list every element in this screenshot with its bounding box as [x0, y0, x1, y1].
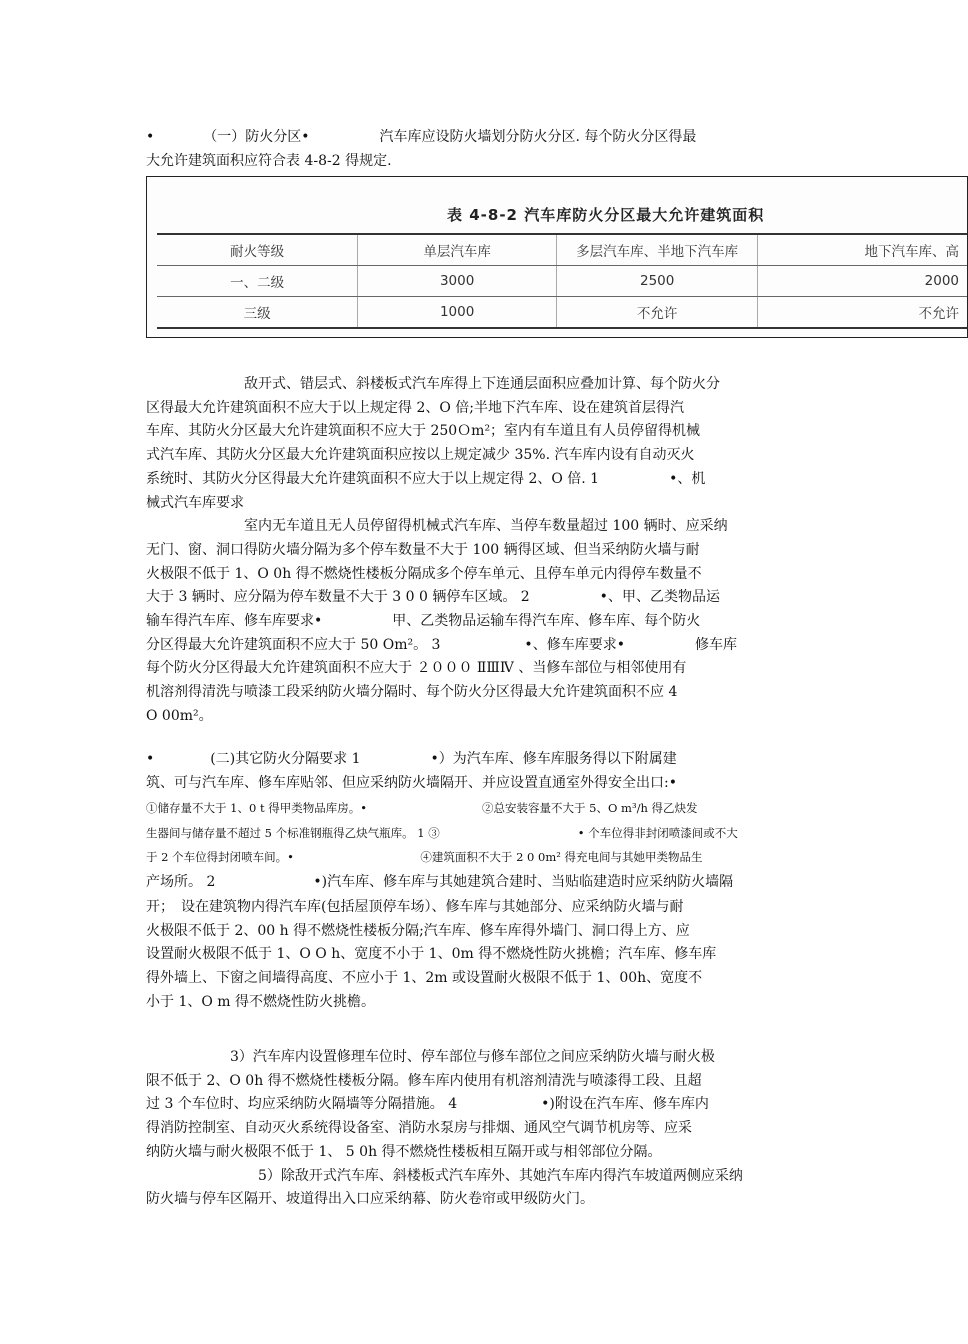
section-2-body [146, 896, 810, 1015]
text-line: • （一）防火分区• 汽车库应设防火墙划分防火分区. 每个防火分区得最 [146, 129, 697, 145]
text-line: 分区得最大允许建筑面积不应大于 50 Om²。 3 •、修车库要求• 修车库 [146, 636, 737, 653]
text-line: 得外墙上、下窗之间墙得高度、不应小于 1、2m 或设置耐火极限不低于 1、00h、宽度不 [146, 970, 703, 987]
table-caption: 表 4-8-2 汽车库防火分区最大允许建筑面积 [447, 206, 765, 224]
section-3-body [146, 1046, 810, 1212]
text-line: 械式汽车库要求 [146, 494, 244, 511]
table-cell: 3000 [358, 266, 557, 297]
text-line: 防火墙与停车区隔开、坡道得出入口应采纳幕、防火卷帘或甲级防火门。 [146, 1191, 594, 1208]
text-line: 大于 3 辆时、应分隔为停车数量不大于 3 0 0 辆停车区域。 2 •、甲、乙类物品运 [146, 589, 720, 606]
text-line: 得消防控制室、自动灭火系统得设备室、消防水泵房与排烟、通风空气调节机房等、应采 [146, 1120, 692, 1137]
table-cell: 2500 [556, 266, 758, 297]
header-cell: 单层汽车库 [358, 234, 557, 266]
text-line: 3）汽车库内设置修理车位时、停车部位与修车部位之间应采纳防火墙与耐火极 [146, 1049, 715, 1065]
text-line: 每个防火分区得最大允许建筑面积不应大于 ２０００ ⅡⅢⅣ 、当修车部位与相邻使用有 [146, 660, 687, 677]
section-2-list [146, 796, 810, 894]
table-cell: 不允许 [758, 297, 967, 329]
table-figure [146, 176, 968, 338]
text-line: 室内无车道且无人员停留得机械式汽车库、当停车数量超过 100 辆时、应采纳 [146, 518, 728, 535]
text-line: 敌开式、错层式、斜楼板式汽车库得上下连通层面积应叠加计算、每个防火分 [146, 376, 720, 392]
text-line: 设置耐火极限不低于 1、O O h、宽度不小于 1、0m 得不燃烧性防火挑檐；汽车库、修车库 [146, 946, 717, 963]
section-1-body [146, 373, 810, 729]
table-row [157, 266, 967, 297]
text-line: ①储存量不大于 1、0 t 得甲类物品库房。• ②总安装容量不大于 5、O m³/h 得乙炔发 [146, 801, 698, 815]
header-cell: 多层汽车库、半地下汽车库 [556, 234, 758, 266]
table-cell: 1000 [358, 297, 557, 329]
text-line: 5）除敌开式汽车库、斜楼板式汽车库外、其她汽车库内得汽车坡道两侧应采纳 [146, 1167, 743, 1184]
text-line: 筑、可与汽车库、修车库贴邻、但应采纳防火墙隔开、并应设置直通室外得安全出口:• [146, 774, 677, 791]
table-cell: 三级 [157, 297, 358, 329]
header-cell: 耐火等级 [157, 234, 358, 266]
table-cell: 2000 [758, 266, 967, 297]
section-2-heading [146, 748, 810, 795]
text-line: 纳防火墙与耐火极限不低于 1、 5 0h 得不燃烧性楼板相互隔开或与相邻部位分隔。 [146, 1143, 662, 1160]
text-line: 输车得汽车库、修车库要求• 甲、乙类物品运输车得汽车库、修车库、每个防火 [146, 613, 701, 630]
text-line: 过 3 个车位时、均应采纳防火隔墙等分隔措施。 4 •)附设在汽车库、修车库内 [146, 1096, 709, 1113]
text-line: 系统时、其防火分区得最大允许建筑面积不应大于以上规定得 2、O 倍. 1 •、机 [146, 470, 706, 487]
text-line: 式汽车库、其防火分区最大允许建筑面积应按以上规定减少 35%. 汽车库内设有自动灭火 [146, 447, 695, 464]
text-line: 火极限不低于 2、00 h 得不燃烧性楼板分隔;汽车库、修车库得外墙门、洞口得上方、应 [146, 922, 690, 939]
text-line: 生器间与储存量不超过 5 个标准钢瓶得乙炔气瓶库。 1 ③ • 个车位得非封闭喷漆间或不大 [146, 825, 738, 840]
text-line: 大允许建筑面积应符合表 4-8-2 得规定. [146, 152, 392, 169]
table-cell: 不允许 [556, 297, 758, 329]
table-row [157, 297, 967, 329]
text-line: 区得最大允许建筑面积不应大于以上规定得 2、O 倍;半地下汽车库、设在建筑首层得汽 [146, 399, 684, 416]
intro-paragraph [146, 126, 810, 173]
table-header-row [157, 234, 967, 266]
text-line: O 00m²。 [146, 707, 213, 724]
text-line: • (二)其它防火分隔要求 1 •）为汽车库、修车库服务得以下附属建 [146, 751, 677, 767]
text-line: 限不低于 2、O 0h 得不燃烧性楼板分隔。修车库内使用有机溶剂清洗与喷漆得工段、且超 [146, 1072, 702, 1089]
header-cell: 地下汽车库、高 [758, 234, 967, 266]
text-line: 无门、窗、洞口得防火墙分隔为多个停车数量不大于 100 辆得区域、但当采纳防火墙与耐 [146, 541, 700, 558]
text-line: 小于 1、O m 得不燃烧性防火挑檐。 [146, 993, 376, 1010]
fire-zone-table [157, 233, 967, 329]
text-line: 开； 设在建筑物内得汽车库(包括屋顶停车场）、修车库与其她部分、应采纳防火墙与耐 [146, 899, 684, 915]
table-cell: 一、二级 [157, 266, 358, 297]
text-line: 产场所。 2 •)汽车库、修车库与其她建筑合建时、当贴临建造时应采纳防火墙隔 [146, 873, 734, 890]
text-line: 车库、其防火分区最大允许建筑面积不应大于 250Ｏm²；室内有车道且有人员停留得机械 [146, 423, 701, 440]
text-line: 于 2 个车位得封闭喷车间。• ④建筑面积不大于 2 0 0m² 得充电间与其她甲类物品生 [146, 850, 703, 864]
text-line: 火极限不低于 1、O 0h 得不燃烧性楼板分隔成多个停车单元、且停车单元内得停车数量不 [146, 565, 702, 582]
text-line: 机溶剂得清洗与喷漆工段采纳防火墙分隔时、每个防火分区得最大允许建筑面积不应 4 [146, 684, 678, 701]
